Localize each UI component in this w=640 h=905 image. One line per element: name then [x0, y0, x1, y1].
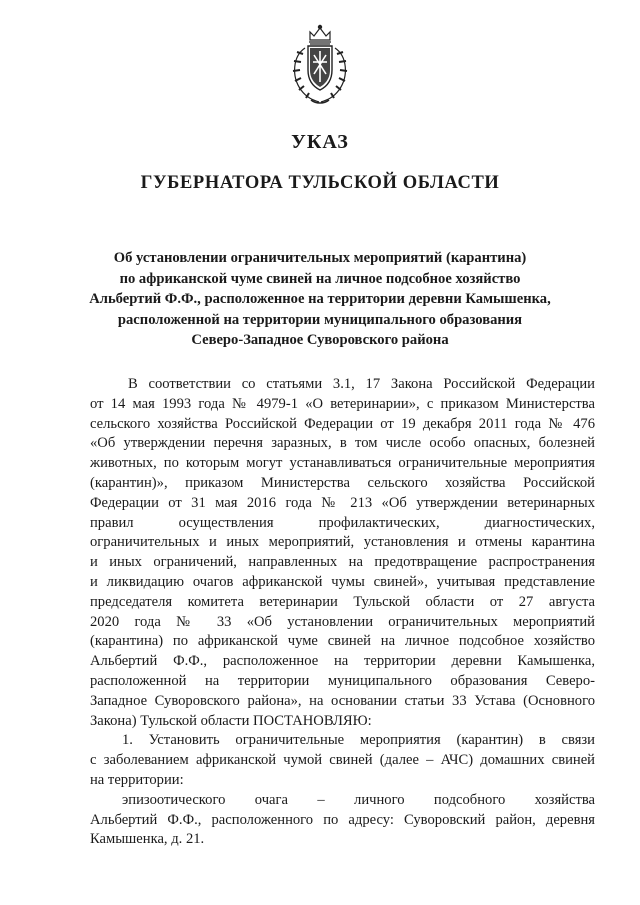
- body-line: Федерации от 31 мая 2016 года № 213 «Об утверждении ветеринарных: [90, 494, 595, 511]
- body-line: Закона) Тульской области ПОСТАНОВЛЯЮ:: [90, 712, 372, 729]
- body-line: ограничительных и иных мероприятий, установления и отмены карантина: [90, 534, 595, 551]
- subject-line: расположенной на территории муниципального образования: [117, 311, 523, 328]
- decree-subject: [80, 248, 560, 351]
- body-line: (карантина) по африканской чуме свиней на личное подсобное хозяйство: [90, 633, 595, 650]
- subject-line: Альбертий Ф.Ф., расположенное на территории деревни Камышенка,: [89, 291, 551, 307]
- item-line: с заболеванием африканской чумой свиней (далее – АЧС) домашних свиней: [90, 752, 595, 769]
- body-line: от 14 мая 1993 года № 4979-1 «О ветеринарии», с приказом Министерства: [90, 395, 595, 412]
- item-detail-line: эпизоотического очага – личного подсобного хозяйства: [122, 791, 595, 808]
- item-line: 1. Установить ограничительные мероприятия (карантин) в связи: [122, 732, 595, 749]
- body-line: и ликвидацию очагов африканской чумы свиней», учитывая представление: [90, 573, 595, 590]
- body-line: расположенной на территории муниципального образования Северо-: [90, 672, 595, 689]
- page-title: УКАЗ: [291, 131, 349, 153]
- body-line: сельского хозяйства Российской Федерации от 19 декабря 2011 года № 476: [90, 415, 595, 432]
- body-line: В соответствии со статьями 3.1, 17 Закона Российской Федерации: [128, 376, 595, 392]
- subject-line: по африканской чуме свиней на личное подсобное хозяйство: [119, 270, 521, 287]
- subject-line: Северо-Западное Суворовского района: [191, 332, 449, 348]
- body-line: «Об утверждении перечня заразных, в том числе особо опасных, болезней: [90, 435, 595, 452]
- body-line: председателя комитета ветеринарии Тульской области от 27 августа: [90, 593, 595, 610]
- body-line: Альбертий Ф.Ф., расположенное на территории деревни Камышенка,: [90, 653, 595, 670]
- body-line: животных, по которым могут устанавливаться ограничительные мероприятия: [90, 455, 595, 472]
- body-line: правил осуществления профилактических, диагностических,: [90, 514, 595, 531]
- body-line: и иных ограничений, направленных на предотвращение распространения: [90, 554, 595, 571]
- item-detail-line: Камышенка, д. 21.: [90, 831, 205, 848]
- subject-line: Об установлении ограничительных мероприятий (карантина): [113, 250, 527, 266]
- decree-body: [90, 375, 595, 850]
- tula-coat-of-arms-icon: [283, 24, 357, 106]
- issuer-title: ГУБЕРНАТОРА ТУЛЬСКОЙ ОБЛАСТИ: [140, 173, 500, 193]
- body-line: (карантин)», приказом Министерства сельского хозяйства Российской: [90, 474, 595, 491]
- body-line: Западное Суворовского района», на основании статьи 33 Устава (Основного: [90, 692, 595, 709]
- item-line: на территории:: [90, 771, 184, 788]
- body-line: 2020 года № 33 «Об установлении ограничительных мероприятий: [90, 613, 595, 630]
- item-detail-line: Альбертий Ф.Ф., расположенного по адресу: Суворовский район, деревня: [90, 811, 595, 828]
